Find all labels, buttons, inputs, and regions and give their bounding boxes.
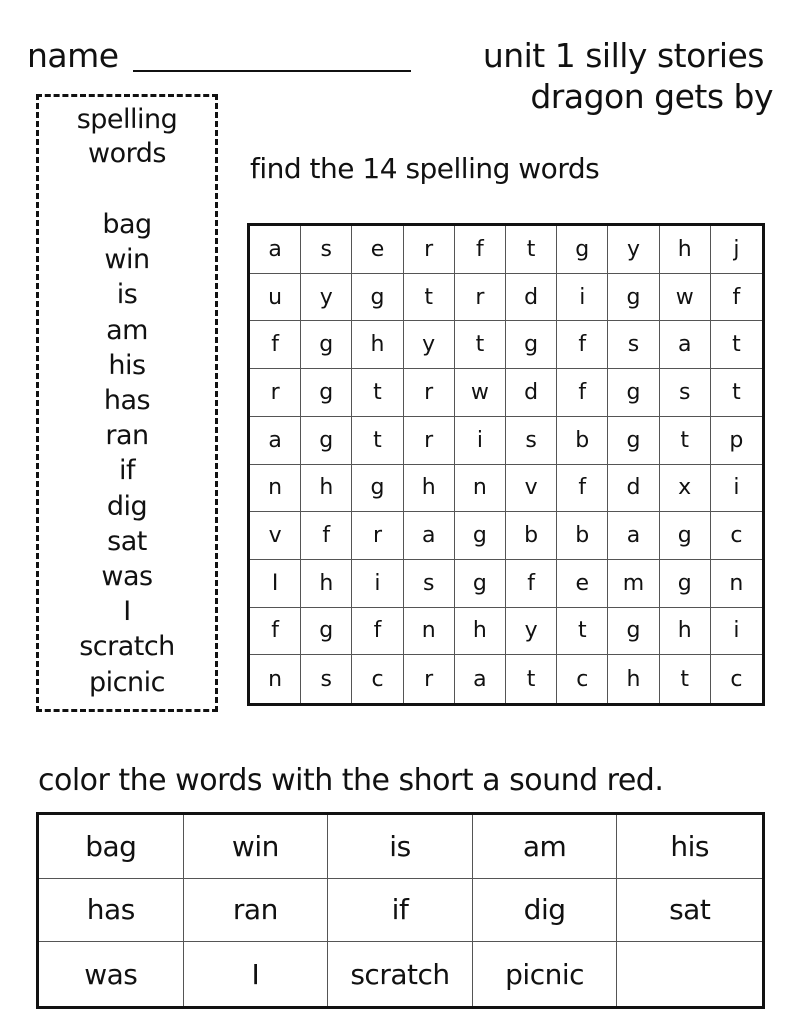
grid-letter[interactable]: y — [506, 608, 557, 656]
spelling-word: dig — [106, 490, 148, 522]
grid-letter[interactable]: v — [506, 465, 557, 513]
grid-letter[interactable]: g — [660, 560, 711, 608]
color-word-cell[interactable]: ran — [184, 879, 329, 943]
grid-letter[interactable]: h — [352, 321, 403, 369]
grid-letter[interactable]: y — [608, 226, 659, 274]
spelling-words-box — [36, 94, 218, 712]
spelling-words-title: spelling words — [76, 104, 178, 169]
grid-letter[interactable]: g — [301, 369, 352, 417]
spelling-word: I — [123, 596, 131, 628]
grid-letter[interactable]: n — [404, 608, 455, 656]
grid-letter[interactable]: c — [352, 655, 403, 703]
grid-letter[interactable]: f — [557, 321, 608, 369]
spelling-word: picnic — [89, 666, 165, 698]
grid-letter[interactable]: n — [711, 560, 762, 608]
grid-letter[interactable]: g — [608, 417, 659, 465]
grid-letter[interactable]: e — [557, 560, 608, 608]
grid-letter[interactable]: t — [660, 417, 711, 465]
grid-letter[interactable]: r — [352, 512, 403, 560]
spelling-word: bag — [102, 209, 152, 240]
grid-letter[interactable]: d — [608, 465, 659, 513]
grid-letter[interactable]: a — [404, 512, 455, 560]
grid-letter[interactable]: h — [301, 560, 352, 608]
spelling-word: win — [104, 244, 150, 276]
grid-letter[interactable]: f — [506, 560, 557, 608]
grid-letter[interactable]: f — [301, 512, 352, 560]
grid-letter[interactable]: t — [352, 417, 403, 465]
color-word-cell[interactable]: was — [39, 942, 184, 1006]
grid-letter[interactable]: g — [352, 465, 403, 513]
grid-letter[interactable]: h — [455, 608, 506, 656]
grid-letter[interactable]: g — [455, 560, 506, 608]
grid-letter[interactable]: t — [455, 321, 506, 369]
spelling-word-list — [39, 207, 215, 700]
grid-letter[interactable]: g — [301, 608, 352, 656]
grid-letter[interactable]: g — [608, 274, 659, 322]
grid-letter[interactable]: h — [301, 465, 352, 513]
grid-letter[interactable]: t — [506, 226, 557, 274]
grid-letter[interactable]: y — [301, 274, 352, 322]
grid-letter[interactable]: r — [404, 369, 455, 417]
grid-letter[interactable]: i — [352, 560, 403, 608]
grid-letter[interactable]: r — [404, 655, 455, 703]
grid-letter[interactable]: r — [404, 417, 455, 465]
grid-letter[interactable]: i — [711, 465, 762, 513]
grid-letter[interactable]: i — [455, 417, 506, 465]
grid-letter[interactable]: n — [455, 465, 506, 513]
grid-letter[interactable]: h — [660, 608, 711, 656]
spelling-word: ran — [105, 420, 149, 452]
color-word-cell[interactable]: am — [473, 815, 618, 879]
grid-letter[interactable]: w — [455, 369, 506, 417]
color-word-cell[interactable]: his — [617, 815, 762, 879]
color-word-cell[interactable]: picnic — [473, 942, 618, 1006]
grid-letter[interactable]: f — [711, 274, 762, 322]
grid-letter[interactable]: r — [404, 226, 455, 274]
color-word-cell[interactable]: has — [39, 879, 184, 943]
color-word-cell[interactable]: win — [184, 815, 329, 879]
spelling-word: sat — [107, 525, 147, 557]
color-words-table — [36, 812, 765, 1009]
grid-letter[interactable]: w — [660, 274, 711, 322]
grid-letter[interactable]: g — [608, 369, 659, 417]
grid-letter[interactable]: s — [608, 321, 659, 369]
spelling-word: has — [103, 385, 151, 417]
spelling-word: scratch — [79, 631, 175, 663]
grid-letter[interactable]: t — [660, 655, 711, 703]
grid-letter[interactable]: i — [711, 608, 762, 656]
grid-letter[interactable]: b — [506, 512, 557, 560]
grid-letter[interactable]: t — [711, 321, 762, 369]
grid-letter[interactable]: g — [301, 417, 352, 465]
grid-letter[interactable]: n — [250, 465, 301, 513]
grid-letter[interactable]: a — [455, 655, 506, 703]
color-word-cell[interactable]: scratch — [328, 942, 473, 1006]
grid-letter[interactable]: h — [608, 655, 659, 703]
grid-letter[interactable]: g — [660, 512, 711, 560]
story-title: dragon gets by — [530, 77, 773, 116]
grid-letter[interactable]: f — [352, 608, 403, 656]
grid-letter[interactable]: m — [608, 560, 659, 608]
word-search-instruction: find the 14 spelling words — [250, 152, 600, 185]
grid-letter[interactable]: u — [250, 274, 301, 322]
grid-letter[interactable]: t — [506, 655, 557, 703]
grid-letter[interactable]: r — [455, 274, 506, 322]
spelling-word: if — [118, 455, 135, 487]
grid-letter[interactable]: e — [352, 226, 403, 274]
grid-letter[interactable]: a — [250, 417, 301, 465]
grid-letter[interactable]: g — [352, 274, 403, 322]
grid-letter[interactable]: g — [506, 321, 557, 369]
grid-letter[interactable]: g — [455, 512, 506, 560]
grid-letter[interactable]: f — [557, 369, 608, 417]
grid-letter[interactable]: j — [711, 226, 762, 274]
name-label: name — [27, 36, 119, 75]
grid-letter[interactable]: x — [660, 465, 711, 513]
grid-letter[interactable]: n — [250, 655, 301, 703]
grid-letter[interactable]: y — [404, 321, 455, 369]
grid-letter[interactable]: r — [250, 369, 301, 417]
word-search-grid — [247, 223, 765, 706]
spelling-word: is — [116, 279, 138, 311]
empty-cell[interactable] — [617, 942, 762, 1006]
grid-letter[interactable]: s — [506, 417, 557, 465]
grid-letter[interactable]: c — [557, 655, 608, 703]
grid-letter[interactable]: f — [250, 608, 301, 656]
grid-letter[interactable]: a — [660, 321, 711, 369]
grid-letter[interactable]: b — [557, 417, 608, 465]
grid-letter[interactable]: t — [352, 369, 403, 417]
grid-letter[interactable]: a — [250, 226, 301, 274]
grid-letter[interactable]: t — [404, 274, 455, 322]
grid-letter[interactable]: c — [711, 512, 762, 560]
grid-letter[interactable]: v — [250, 512, 301, 560]
grid-letter[interactable]: i — [557, 274, 608, 322]
color-word-cell[interactable]: if — [328, 879, 473, 943]
spelling-word: was — [101, 561, 153, 593]
color-word-cell[interactable]: is — [328, 815, 473, 879]
unit-title: unit 1 silly stories — [482, 36, 764, 75]
grid-letter[interactable]: g — [557, 226, 608, 274]
grid-letter[interactable]: g — [608, 608, 659, 656]
name-write-line[interactable] — [133, 70, 411, 72]
grid-letter[interactable]: t — [711, 369, 762, 417]
color-word-cell[interactable]: bag — [39, 815, 184, 879]
grid-letter[interactable]: d — [506, 274, 557, 322]
grid-letter[interactable]: f — [250, 321, 301, 369]
grid-letter[interactable]: a — [608, 512, 659, 560]
grid-letter[interactable]: s — [301, 655, 352, 703]
color-word-cell[interactable]: dig — [473, 879, 618, 943]
grid-letter[interactable]: h — [660, 226, 711, 274]
color-word-cell[interactable]: sat — [617, 879, 762, 943]
spelling-word: his — [108, 349, 146, 381]
grid-letter[interactable]: b — [557, 512, 608, 560]
grid-letter[interactable]: I — [250, 560, 301, 608]
grid-letter[interactable]: h — [404, 465, 455, 513]
color-word-cell[interactable]: I — [184, 942, 329, 1006]
grid-letter[interactable]: s — [301, 226, 352, 274]
grid-letter[interactable]: t — [557, 608, 608, 656]
grid-letter[interactable]: f — [455, 226, 506, 274]
grid-letter[interactable]: s — [404, 560, 455, 608]
color-task-instruction: color the words with the short a sound red. — [38, 763, 664, 798]
spelling-word: am — [106, 314, 148, 346]
grid-letter[interactable]: f — [557, 465, 608, 513]
grid-letter[interactable]: p — [711, 417, 762, 465]
grid-letter[interactable]: c — [730, 666, 743, 692]
grid-letter[interactable]: d — [506, 369, 557, 417]
grid-letter[interactable]: g — [301, 321, 352, 369]
grid-letter[interactable]: s — [660, 369, 711, 417]
